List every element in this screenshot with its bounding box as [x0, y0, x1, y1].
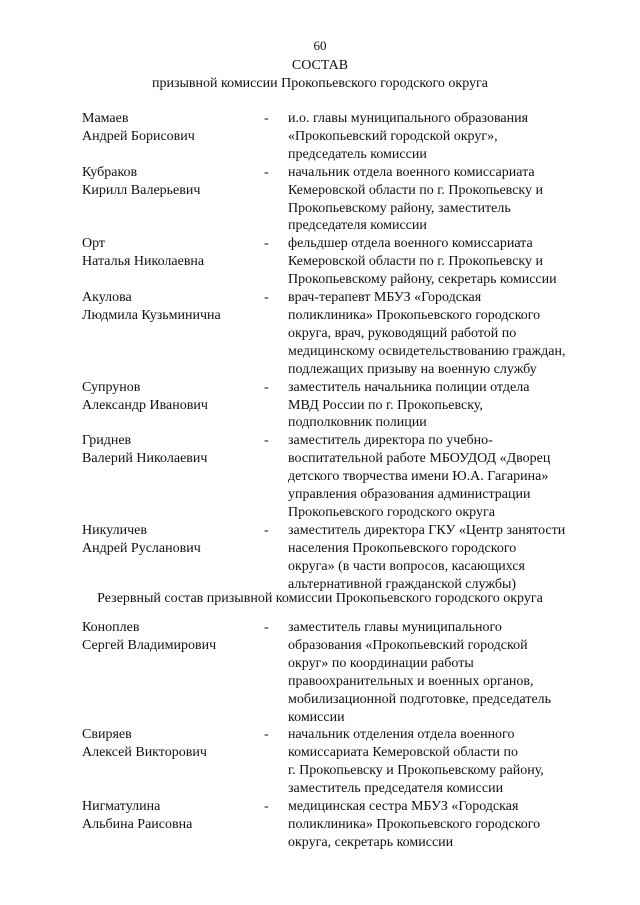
member-dash: - — [264, 727, 269, 743]
commission-member — [82, 522, 592, 594]
member-role-line: Прокопьевскому району, заместитель — [288, 200, 511, 216]
member-role-line: врач-терапевт МБУЗ «Городская — [288, 290, 482, 306]
member-role-line: округа» (в части вопросов, касающихся — [288, 558, 525, 574]
main-members-list — [82, 110, 592, 593]
member-role-line: поликлиника» Прокопьевского городского — [288, 816, 541, 832]
member-role — [288, 619, 592, 726]
member-role — [288, 379, 592, 433]
member-role-line: правоохранительных и военных органов, — [288, 673, 534, 689]
member-role-line: заместитель главы муниципального — [288, 620, 502, 635]
member-role — [288, 522, 592, 594]
member-role-line: воспитательной работе МБОУДОД «Дворец — [288, 451, 551, 467]
member-role-line: комиссии — [288, 709, 345, 725]
member-name — [82, 235, 264, 289]
reserve-member — [82, 798, 592, 852]
member-role-line: подполковник полиции — [288, 415, 427, 431]
member-name — [82, 110, 264, 164]
member-name-line: Супрунов — [82, 379, 141, 395]
member-role-line: «Прокопьевский городской округ», — [288, 128, 498, 144]
member-role — [288, 289, 592, 379]
member-role-line: заместитель директора ГКУ «Центр занятости — [288, 522, 566, 538]
member-role-line: комиссариата Кемеровской области по — [288, 745, 519, 761]
member-role-line: населения Прокопьевского городского — [288, 540, 517, 556]
member-name-line: Никуличев — [82, 522, 147, 538]
member-role — [288, 798, 592, 852]
member-role-line: фельдшер отдела военного комиссариата — [288, 236, 533, 252]
member-name — [82, 522, 264, 594]
member-dash: - — [264, 379, 269, 395]
member-name-line: Людмила Кузьминична — [82, 307, 221, 323]
member-role-line: медицинскому освидетельствованию граждан, — [288, 343, 566, 359]
member-role-line: альтернативной гражданской службы) — [288, 576, 517, 592]
member-role — [288, 164, 592, 236]
member-name-line: Алексей Викторович — [82, 745, 207, 761]
member-role-line: округа, врач, руководящий работой по — [288, 325, 517, 341]
commission-member — [82, 432, 592, 522]
reserve-members-list — [82, 619, 592, 852]
member-role-line: Кемеровской области по г. Прокопьевску и — [288, 182, 544, 198]
member-name-line: Андрей Борисович — [82, 128, 195, 144]
member-role-line: подлежащих призыву на военную службу — [288, 361, 537, 377]
member-name-line: Андрей Русланович — [82, 540, 201, 556]
member-role-line: и.о. главы муниципального образования — [288, 111, 529, 126]
member-role-line: г. Прокопьевску и Прокопьевскому району, — [288, 763, 544, 779]
member-role-line: Кемеровской области по г. Прокопьевску и — [288, 254, 544, 270]
member-name-line: Валерий Николаевич — [82, 451, 208, 467]
member-role — [288, 432, 592, 522]
member-role-line: образования «Прокопьевский городской — [288, 637, 528, 653]
member-dash: - — [264, 111, 269, 126]
page-number: 60 — [313, 38, 327, 53]
member-dash: - — [264, 522, 269, 538]
member-name — [82, 379, 264, 433]
member-role-line: председатель комиссии — [288, 146, 427, 162]
member-name-line: Александр Иванович — [82, 397, 208, 413]
member-name-line: Нигматулина — [82, 799, 161, 815]
reserve-member — [82, 619, 592, 726]
member-dash: - — [264, 290, 269, 306]
member-role-line: заместитель начальника полиции отдела — [288, 379, 530, 395]
member-name-line: Гриднев — [82, 433, 132, 449]
member-name-line: Мамаев — [82, 111, 129, 126]
member-name — [82, 289, 264, 379]
member-name — [82, 619, 264, 726]
member-name-line: Акулова — [82, 290, 132, 306]
commission-member — [82, 110, 592, 164]
document-subtitle: призывной комиссии Прокопьевского городского округа — [151, 76, 488, 91]
member-name-line: Свиряев — [82, 727, 132, 743]
member-role-line: заместитель председателя комиссии — [288, 781, 504, 797]
member-name-line: Орт — [82, 236, 106, 252]
member-name — [82, 164, 264, 236]
member-name-line: Кубраков — [82, 164, 138, 180]
member-role-line: МВД России по г. Прокопьевску, — [288, 397, 483, 413]
member-role-line: медицинская сестра МБУЗ «Городская — [288, 799, 519, 815]
member-role-line: начальник отделения отдела военного — [288, 727, 515, 743]
member-dash: - — [264, 164, 269, 180]
member-role-line: округа, секретарь комиссии — [288, 834, 454, 850]
member-role-line: поликлиника» Прокопьевского городского — [288, 307, 541, 323]
reserve-member — [82, 726, 592, 798]
member-role-line: Прокопьевского городского округа — [288, 504, 495, 520]
member-name-line: Альбина Раисовна — [82, 816, 193, 832]
member-name — [82, 726, 264, 798]
member-role-line: мобилизационной подготовке, председатель — [288, 691, 552, 707]
member-dash: - — [264, 236, 269, 252]
member-dash: - — [264, 799, 269, 815]
member-role — [288, 726, 592, 798]
member-role-line: заместитель директора по учебно- — [288, 433, 493, 449]
member-dash: - — [264, 433, 269, 449]
member-name-line: Сергей Владимирович — [82, 637, 217, 653]
member-name-line: Кирилл Валерьевич — [82, 182, 201, 198]
commission-member — [82, 289, 592, 379]
commission-member — [82, 235, 592, 289]
member-role — [288, 110, 592, 164]
member-role-line: управления образования администрации — [288, 487, 531, 503]
member-role-line: детского творчества имени Ю.А. Гагарина» — [288, 469, 549, 485]
member-role-line: округ» по координации работы — [288, 655, 474, 671]
member-role-line: Прокопьевскому району, секретарь комиссии — [288, 272, 557, 288]
member-role — [288, 235, 592, 289]
member-dash: - — [264, 620, 269, 635]
document-title: СОСТАВ — [291, 58, 349, 73]
commission-member — [82, 164, 592, 236]
reserve-heading: Резервный состав призывной комиссии Прокопьевского городского округа — [97, 591, 543, 606]
member-name-line: Коноплев — [82, 620, 140, 635]
commission-member — [82, 379, 592, 433]
member-name-line: Наталья Николаевна — [82, 254, 205, 270]
member-name — [82, 432, 264, 522]
member-name — [82, 798, 264, 852]
member-role-line: председателя комиссии — [288, 218, 427, 234]
member-role-line: начальник отдела военного комиссариата — [288, 164, 535, 180]
